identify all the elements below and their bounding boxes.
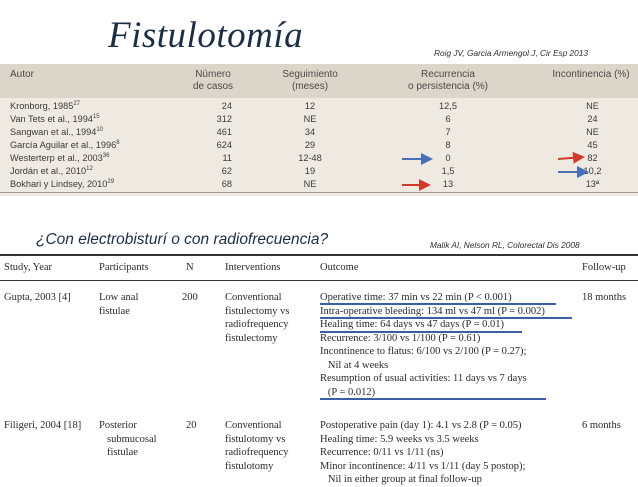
row-author: Van Tets et al., 1994$^{15}$ [10, 114, 100, 125]
row-cases: 11 [222, 153, 232, 163]
header-incontinencia: Incontinencia (%) [552, 69, 630, 80]
row2-followup: 6 months [582, 420, 621, 431]
row-followup: 19 [304, 166, 316, 176]
underline-operative-time [320, 303, 556, 305]
row-author: García Aguilar et al., 1996$^8$ [10, 140, 120, 151]
header-seguimiento: Seguimiento (meses) [282, 69, 338, 92]
row1-interventions: Conventional fistulectomy vs radiofrequency fistulectomy [225, 292, 290, 344]
row-incontinence: 82 [587, 153, 598, 163]
row-incontinence: 10,2 [583, 166, 602, 176]
row-cases: 68 [221, 179, 232, 189]
row-cases: 461 [216, 127, 232, 137]
header-autor: Autor [10, 69, 34, 80]
row1-outcome: Operative time: 37 min vs 22 min (P < 0.001) Intra-operative bleeding: 134 ml vs 47 ml (P = 0.002) Healing time: 64 days vs 47 days (P = 0.01) Recurrence: 3/100 vs 1/100 (P = 0.61) Incontinence to flatus: 6/100 vs 2/100 (P = 0.27); Nil at 4 weeks Resumption of usual activities: 11 days vs 7 days (P = 0.012) [320, 292, 545, 398]
header-followup: Follow-up [582, 262, 626, 273]
row2-n: 20 [186, 420, 197, 431]
row2-outcome: Postoperative pain (day 1): 4.1 vs 2.8 (P = 0.05) Healing time: 5.9 weeks vs 3.5 weeks Recurrence: 0/11 vs 1/11 (ns) Minor incontinence: 4/11 vs 1/11 (day 5 postop); Nil in either group at final follow-up [320, 420, 526, 485]
row-followup: NE [303, 114, 317, 124]
row-recurrence: 1,5 [441, 166, 455, 176]
row-recurrence: 8 [445, 140, 451, 150]
reference-bottom: Malik AI, Nelson RL, Colorectal Dis 2008 [430, 240, 580, 250]
row-followup: NE [303, 179, 317, 189]
row2-participants: Posterior submucosal fistulae [99, 420, 157, 458]
row-recurrence: 0 [445, 153, 451, 163]
row-author: Kronborg, 1985$^{27}$ [10, 101, 81, 112]
row-recurrence: 13 [442, 179, 454, 189]
slide-title: Fistulotomía [108, 15, 304, 56]
row-followup: 12 [304, 101, 316, 111]
radiofrequency-table [0, 254, 638, 485]
row-author: Jordán et al., 2010$^{12}$ [10, 166, 93, 177]
row-incontinence: NE [586, 127, 599, 137]
row-author: Westerterp et al., 2003$^{36}$ [10, 153, 110, 164]
header-n: N [186, 262, 194, 273]
row-incontinence: 13ª [585, 179, 600, 189]
row-recurrence: 6 [445, 114, 451, 124]
red-arrow-incontinence [558, 157, 583, 159]
header-interventions: Interventions [225, 262, 281, 273]
top-rule [0, 254, 638, 256]
header-outcome: Outcome [320, 262, 359, 273]
row-cases: 624 [216, 140, 232, 150]
underline-resumption [320, 398, 546, 400]
underline-bleeding [320, 317, 572, 319]
row-recurrence: 12,5 [439, 101, 457, 111]
row1-n: 200 [182, 292, 198, 303]
row-incontinence: NE [586, 101, 599, 111]
row-cases: 24 [221, 101, 232, 111]
row-incontinence: 45 [587, 140, 598, 150]
row-followup: 12-48 [298, 153, 322, 163]
row-author: Bokhari y Lindsey, 2010$^{29}$ [10, 179, 115, 190]
row1-study: Gupta, 2003 [4] [4, 292, 71, 303]
row-cases: 62 [221, 166, 232, 176]
row2-study: Filigeri, 2004 [18] [4, 420, 82, 431]
row-followup: 29 [304, 140, 316, 150]
row-author: Sangwan et al., 1994$^{10}$ [10, 127, 104, 138]
row1-participants: Low anal fistulae [99, 292, 139, 317]
row-incontinence: 24 [587, 114, 598, 124]
row-recurrence: 7 [445, 127, 451, 137]
underline-healing [320, 331, 522, 333]
header-recurrencia: Recurrencia o persistencia (%) [407, 69, 489, 92]
row1-followup: 18 months [582, 292, 627, 303]
row2-interventions: Conventional fistulotomy vs radiofrequency fistulotomy [225, 420, 289, 472]
reference-top: Roig JV, Garcia Armengol J, Cir Esp 2013 [434, 48, 589, 58]
header-study: Study, Year [4, 262, 53, 273]
row-cases: 312 [216, 114, 232, 124]
header-participants: Participants [99, 262, 149, 273]
header-numero: Número de casos [192, 69, 234, 92]
subtitle-question: ¿Con electrobisturí o con radiofrecuencia? [36, 231, 329, 248]
header-rule [0, 280, 638, 281]
row-followup: 34 [304, 127, 316, 137]
